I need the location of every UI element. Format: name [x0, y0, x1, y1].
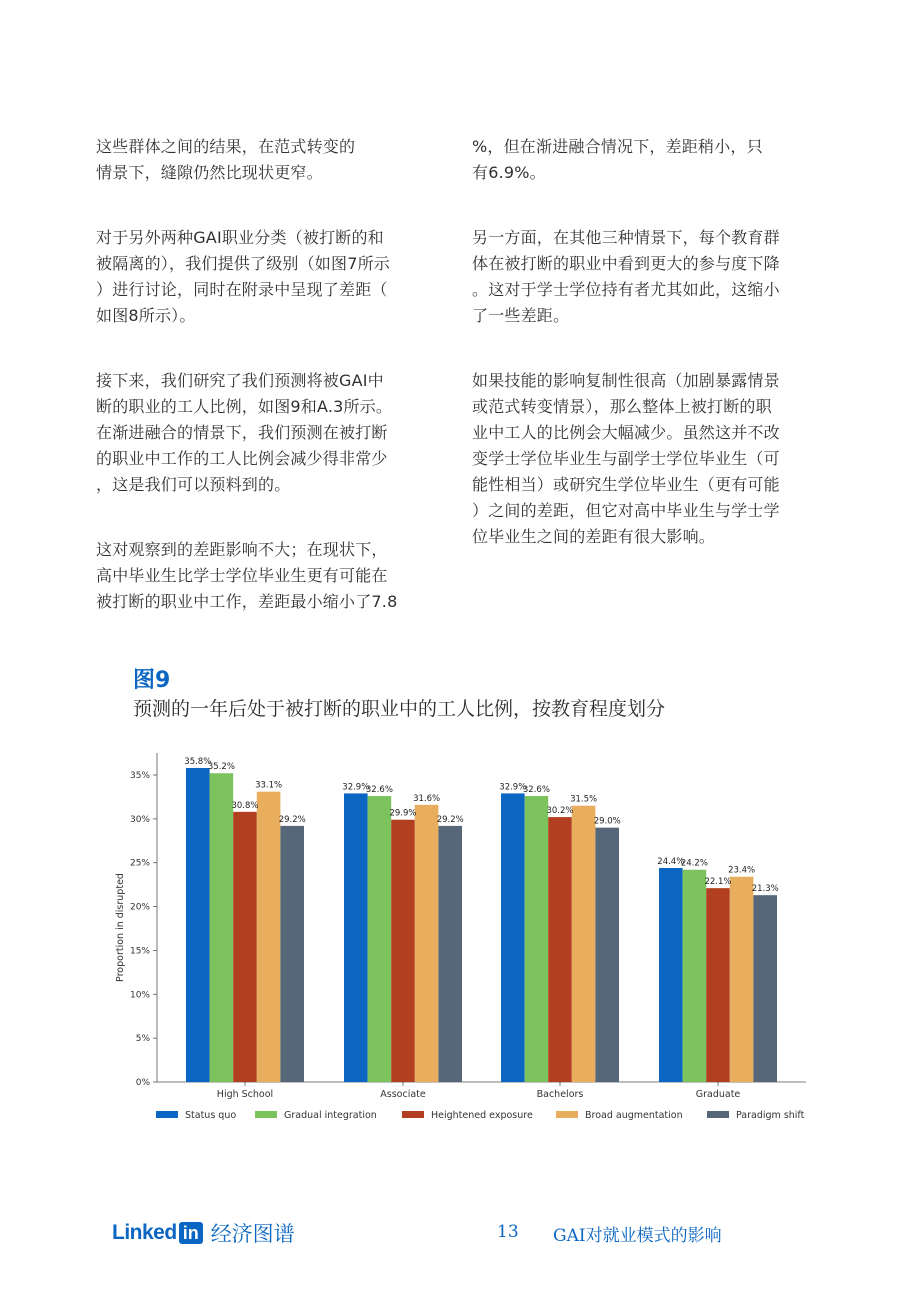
bar [280, 826, 304, 1082]
bar [186, 768, 210, 1082]
data-label: 29.9% [389, 808, 417, 819]
data-label: 24.4% [657, 856, 685, 867]
y-tick-label: 0% [135, 1078, 150, 1088]
right-text-column [472, 134, 822, 589]
bar [501, 793, 525, 1082]
legend-swatch [255, 1111, 277, 1118]
bar [391, 820, 415, 1082]
paragraph: 接下来，我们研究了我们预测将被GAI中 断的职业的工人比例，如图9和A.3所示。 在渐进融合的情景下，我们预测在被打断 的职业中工作的工人比例会减少得非常少 ，这是我们可以预料到的。 [96, 371, 393, 494]
data-label: 33.1% [255, 780, 283, 791]
data-label: 21.3% [751, 884, 779, 895]
y-tick-label: 30% [129, 814, 150, 825]
figure-label: 图9 [133, 668, 171, 693]
data-label: 29.0% [593, 816, 621, 827]
bar [730, 877, 754, 1082]
figure-title: 预测的一年后处于被打断的职业中的工人比例，按教育程度划分 [133, 698, 666, 720]
x-tick-label: Associate [380, 1089, 426, 1100]
logo-wordmark: Linked [112, 1221, 177, 1244]
bar [525, 796, 549, 1082]
page-number: 13 [497, 1222, 519, 1242]
bar [257, 792, 281, 1082]
data-label: 29.2% [436, 814, 464, 825]
paragraph: 如果技能的影响复制性很高（加剧暴露情景 或范式转变情景），那么整体上被打断的职 业中工人的比例会大幅减少。虽然这并不改 变学士学位毕业生与副学士学位毕业生（可 能性相当）或研究生学位毕业生（更有可能 ）之间的差距，但它对高中毕业生与学士学 位毕业生之间的差距有很大影响。 [472, 371, 780, 546]
x-tick-label: Bachelors [536, 1089, 584, 1100]
data-label: 29.2% [278, 814, 306, 825]
y-axis-label: Proportion in disrupted [115, 873, 126, 982]
legend-swatch [402, 1111, 424, 1118]
data-label: 32.6% [365, 785, 393, 796]
data-label: 32.9% [342, 782, 370, 793]
bar [548, 817, 572, 1082]
y-tick-label: 15% [129, 946, 150, 957]
x-tick-label: Graduate [695, 1089, 741, 1100]
chart-bars [186, 768, 777, 1082]
paragraph: 这对观察到的差距影响不大；在现状下， 高中毕业生比学士学位毕业生更有可能在 被打断的职业中工作，差距最小缩小了7.8 [96, 540, 398, 611]
logo-subtitle: 经济图谱 [210, 1222, 295, 1246]
data-label: 30.2% [546, 806, 574, 817]
bar [753, 895, 777, 1082]
linkedin-in-icon: in [179, 1222, 203, 1244]
bar [572, 806, 596, 1082]
x-tick-label: High School [216, 1089, 274, 1100]
bar [438, 826, 462, 1082]
legend-label: Heightened exposure [431, 1110, 533, 1121]
y-tick-label: 20% [129, 902, 150, 913]
data-label: 31.5% [570, 794, 598, 805]
paragraph: %，但在渐进融合情况下，差距稍小，只 有6.9%。 [472, 137, 763, 182]
left-text-column [96, 134, 446, 654]
data-label: 24.2% [680, 858, 708, 869]
legend-label: Gradual integration [284, 1110, 377, 1121]
paragraph: 这些群体之间的结果，在范式转变的 情景下，缝隙仍然比现状更窄。 [96, 137, 356, 182]
bar [344, 793, 368, 1082]
linkedin-logo [112, 1218, 295, 1248]
legend-swatch [156, 1111, 178, 1118]
data-label: 35.8% [184, 756, 212, 767]
legend-swatch [707, 1111, 729, 1118]
paragraph: 对于另外两种GAI职业分类（被打断的和 被隔离的），我们提供了级别（如图7所示 ）进行讨论，同时在附录中呈现了差距（ 如图8所示）。 [96, 228, 390, 325]
legend-label: Status quo [185, 1110, 237, 1121]
y-tick-label: 35% [129, 771, 150, 781]
legend-label: Broad augmentation [585, 1110, 683, 1121]
data-label: 30.8% [231, 800, 259, 811]
bar [706, 888, 730, 1082]
data-label: 32.9% [499, 782, 527, 793]
bar [683, 870, 707, 1082]
data-label: 22.1% [704, 877, 732, 888]
y-tick-label: 5% [135, 1034, 150, 1045]
data-label: 31.6% [413, 793, 441, 804]
bar [415, 805, 439, 1082]
paragraph: 另一方面，在其他三种情景下，每个教育群 体在被打断的职业中看到更大的参与度下降 。这对于学士学位持有者尤其如此，这缩小 了一些差距。 [472, 228, 780, 325]
bar [659, 868, 683, 1082]
bar [595, 828, 619, 1082]
bar [210, 773, 234, 1082]
bar-chart [100, 745, 820, 1135]
y-tick-label: 10% [129, 990, 150, 1001]
chart-legend [156, 1110, 805, 1121]
bar [233, 812, 257, 1082]
footer-document-title: GAI对就业模式的影响 [553, 1226, 722, 1246]
data-label: 32.6% [522, 785, 550, 796]
y-tick-label: 25% [129, 858, 150, 869]
data-label: 23.4% [728, 865, 756, 876]
legend-swatch [556, 1111, 578, 1118]
legend-label: Paradigm shift [736, 1110, 805, 1121]
bar [368, 796, 392, 1082]
data-label: 35.2% [207, 762, 235, 773]
